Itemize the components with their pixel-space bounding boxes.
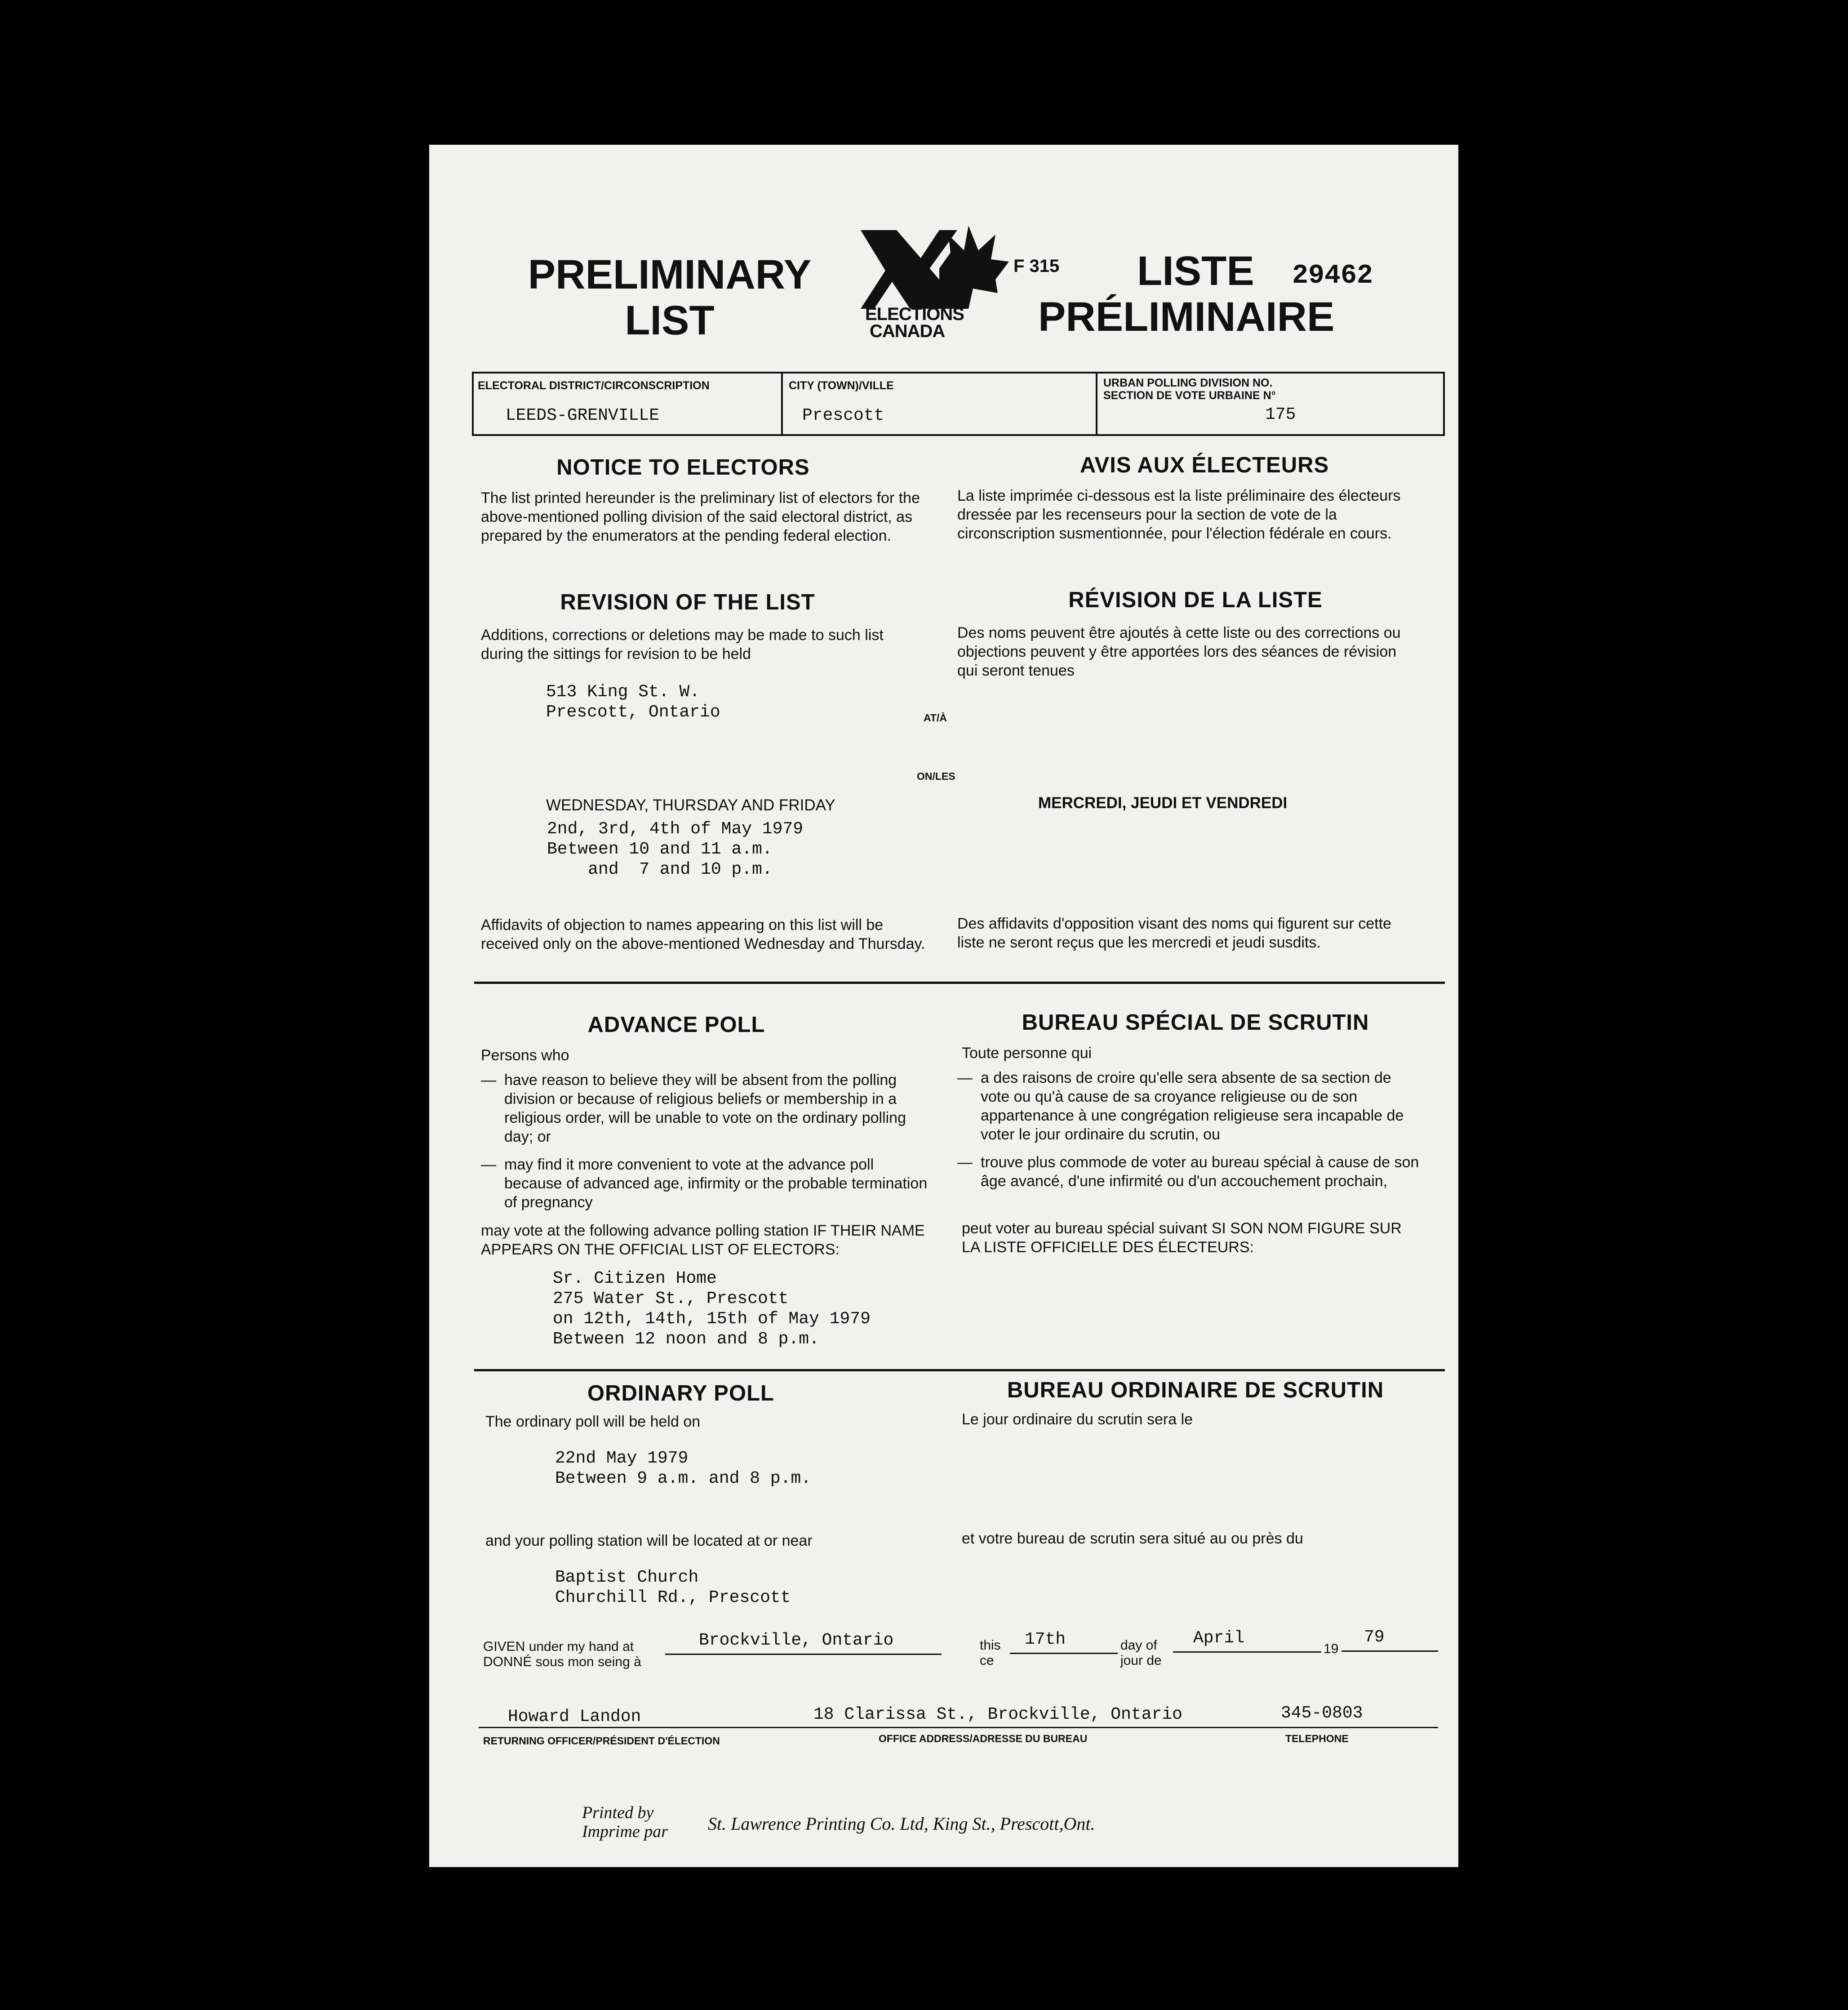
revision-days-fr: MERCREDI, JEUDI ET VENDREDI: [1038, 794, 1288, 812]
logo-text: [865, 306, 964, 340]
at-label: AT/À: [924, 712, 947, 724]
revision-text-fr: Des noms peuvent être ajoutés à cette liste ou des corrections ou objections peuvent y être apportées lors des séances de révision qui seront tenues: [957, 624, 1401, 679]
advance-bullet2-en: may find it more convenient to vote at the advance poll because of advanced age, infirmity or the probable termination of pregnancy: [504, 1156, 928, 1211]
revision-text-en: Additions, corrections or deletions may be made to such list during the sittings for revision to be held: [481, 627, 884, 663]
revision-days-en: WEDNESDAY, THURSDAY AND FRIDAY: [546, 796, 835, 814]
district-value: LEEDS-GRENVILLE: [506, 406, 660, 425]
serial-number: 29462: [1292, 261, 1373, 291]
logo-text-line2: CANADA: [870, 321, 945, 341]
election-notice-document: [429, 145, 1458, 1867]
bullet-item: [957, 1153, 1420, 1191]
city-value: Prescott: [802, 406, 884, 425]
section-divider-2: [474, 1369, 1445, 1371]
ordinary-heading-en: ORDINARY POLL: [587, 1381, 774, 1405]
advance-intro-en: Persons who: [481, 1047, 569, 1064]
office-address: 18 Clarissa St., Brockville, Ontario: [813, 1705, 1182, 1724]
year-line: [1342, 1650, 1438, 1652]
telephone-label: TELEPHONE: [1285, 1733, 1349, 1744]
notice-text-fr: La liste imprimée ci-dessous est la liste préliminaire des électeurs dressée par les recenseurs pour la section de vote de la circonscription susmentionnée, pour l'élection fédérale en cours.: [957, 487, 1401, 542]
advance-outro-en: may vote at the following advance polling station IF THEIR NAME APPEARS ON THE OFFICIAL LIST OF ELECTORS:: [481, 1222, 925, 1258]
dayof-label: [1120, 1638, 1162, 1668]
section-divider-1: [474, 982, 1445, 984]
notice-text-en: The list printed hereunder is the preliminary list of electors for the above-mentioned polling division of the said electoral district, as prepared by the enumerators at the pending federal election.: [481, 489, 920, 544]
ordinary-intro-fr: Le jour ordinaire du scrutin sera le: [962, 1411, 1193, 1428]
title-french-line2: PRÉLIMINAIRE: [1038, 294, 1335, 340]
notice-heading-fr: AVIS AUX ÉLECTEURS: [1079, 453, 1329, 477]
this-label-fr: ce: [980, 1653, 994, 1668]
ordinary-heading-fr: BUREAU ORDINAIRE DE SCRUTIN: [1007, 1378, 1384, 1402]
city-label: CITY (TOWN)/VILLE: [789, 379, 894, 392]
form-number: F 315: [1013, 256, 1060, 276]
printer-name: St. Lawrence Printing Co. Ltd, King St., Prescott,Ont.: [708, 1814, 1095, 1834]
title-french-line1: LISTE: [1137, 248, 1254, 294]
advance-bullet1-en: have reason to believe they will be absent from the polling division or because of religious beliefs or membership in a religious order, will be unable to vote on the ordinary polling day; or: [504, 1072, 906, 1145]
month-line: [1173, 1651, 1321, 1653]
affidavit-text-en: Affidavits of objection to names appearing on this list will be received only on the above-mentioned Wednesday and Thursday.: [481, 916, 925, 952]
advance-bullets-fr: [957, 1068, 1420, 1191]
elections-canada-logo: [861, 226, 1009, 341]
revision-heading-fr: RÉVISION DE LA LISTE: [1068, 588, 1323, 612]
ordinary-date: 22nd May 1979 Between 9 a.m. and 8 p.m.: [555, 1449, 812, 1488]
this-label-en: this: [980, 1638, 1001, 1653]
maple-leaf-x-icon: [861, 226, 1009, 311]
on-label: ON/LES: [917, 770, 955, 782]
polling-station: Baptist Church Churchill Rd., Prescott: [555, 1568, 791, 1607]
advance-heading-en: ADVANCE POLL: [587, 1013, 765, 1037]
printer-label-fr: Imprime par: [582, 1822, 668, 1841]
ordinary-intro-en: The ordinary poll will be held on: [485, 1413, 701, 1430]
bullet-item: [481, 1155, 930, 1212]
dayof-label-en: day of: [1120, 1638, 1157, 1653]
advance-bullets-en: [481, 1071, 930, 1212]
advance-intro-fr: Toute personne qui: [962, 1045, 1092, 1062]
ordinary-station-fr: et votre bureau de scrutin sera situé au ou près du: [962, 1530, 1303, 1547]
given-label-fr: DONNÉ sous mon seing à: [483, 1654, 641, 1669]
advance-bullet1-fr: a des raisons de croire qu'elle sera absente de sa section de vote ou qu'à cause de sa croyance religieuse ou de son appartenance à une congrégation religieuse sera incapable de voter le jour ordinaire du scrutin, ou: [981, 1069, 1404, 1143]
title-english: [517, 252, 822, 343]
dayof-label-fr: jour de: [1120, 1653, 1162, 1668]
signature-line: [479, 1727, 1438, 1728]
given-label: [483, 1639, 641, 1670]
place-line: [665, 1654, 942, 1655]
advance-outro-fr: peut voter au bureau spécial suivant SI SON NOM FIGURE SUR LA LISTE OFFICIELLE DES ÉLECTEURS:: [962, 1220, 1402, 1256]
given-label-en: GIVEN under my hand at: [483, 1639, 634, 1654]
bullet-dash: —: [481, 1072, 496, 1089]
revision-dates: 2nd, 3rd, 4th of May 1979 Between 10 and 11 a.m. and 7 and 10 p.m.: [547, 819, 804, 879]
telephone: 345-0803: [1281, 1703, 1363, 1723]
division-value: 175: [1265, 405, 1296, 424]
division-label-line2: SECTION DE VOTE URBAINE N°: [1103, 389, 1276, 402]
given-month: April: [1193, 1628, 1245, 1648]
bullet-item: [957, 1068, 1420, 1144]
bullet-dash: —: [957, 1069, 973, 1086]
this-label: [980, 1638, 1001, 1668]
ordinary-station-en: and your polling station will be located at or near: [485, 1532, 813, 1549]
revision-heading-en: REVISION OF THE LIST: [560, 590, 815, 614]
title-english-line1: PRELIMINARY: [528, 252, 812, 298]
district-label: ELECTORAL DISTRICT/CIRCONSCRIPTION: [478, 379, 710, 392]
officer-name: Howard Landon: [508, 1707, 641, 1726]
info-box-divider-2: [1096, 372, 1097, 436]
given-place: Brockville, Ontario: [699, 1631, 894, 1650]
division-label-line1: URBAN POLLING DIVISION NO.: [1103, 377, 1273, 389]
logo-text-line1: ELECTIONS: [865, 304, 964, 324]
division-label: [1103, 377, 1276, 402]
office-label: OFFICE ADDRESS/ADRESSE DU BUREAU: [879, 1733, 1088, 1744]
bullet-dash: —: [481, 1156, 496, 1173]
info-box-divider-1: [781, 372, 783, 436]
notice-heading-en: NOTICE TO ELECTORS: [556, 455, 810, 480]
bullet-dash: —: [957, 1154, 973, 1171]
printer-label-en: Printed by: [582, 1803, 654, 1822]
title-english-line2: LIST: [625, 298, 715, 343]
advance-heading-fr: BUREAU SPÉCIAL DE SCRUTIN: [1022, 1010, 1369, 1035]
bullet-item: [481, 1071, 930, 1146]
advance-bullet2-fr: trouve plus commode de voter au bureau spécial à cause de son âge avancé, d'une infirmité ou d'un accouchement prochain,: [981, 1154, 1419, 1190]
year-prefix: 19: [1324, 1641, 1339, 1656]
revision-address: 513 King St. W. Prescott, Ontario: [546, 682, 720, 722]
officer-label: RETURNING OFFICER/PRÉSIDENT D'ÉLECTION: [483, 1735, 720, 1747]
printer-label: [582, 1803, 668, 1841]
advance-location: Sr. Citizen Home 275 Water St., Prescott on 12th, 14th, 15th of May 1979 Between 12 noon and 8 p.m.: [553, 1269, 871, 1349]
affidavit-text-fr: Des affidavits d'opposition visant des noms qui figurent sur cette liste ne seront reçus que les mercredi et jeudi susdits.: [957, 915, 1391, 951]
year-suffix: 79: [1364, 1628, 1385, 1647]
day-line: [1010, 1653, 1118, 1654]
given-day: 17th: [1025, 1630, 1066, 1649]
